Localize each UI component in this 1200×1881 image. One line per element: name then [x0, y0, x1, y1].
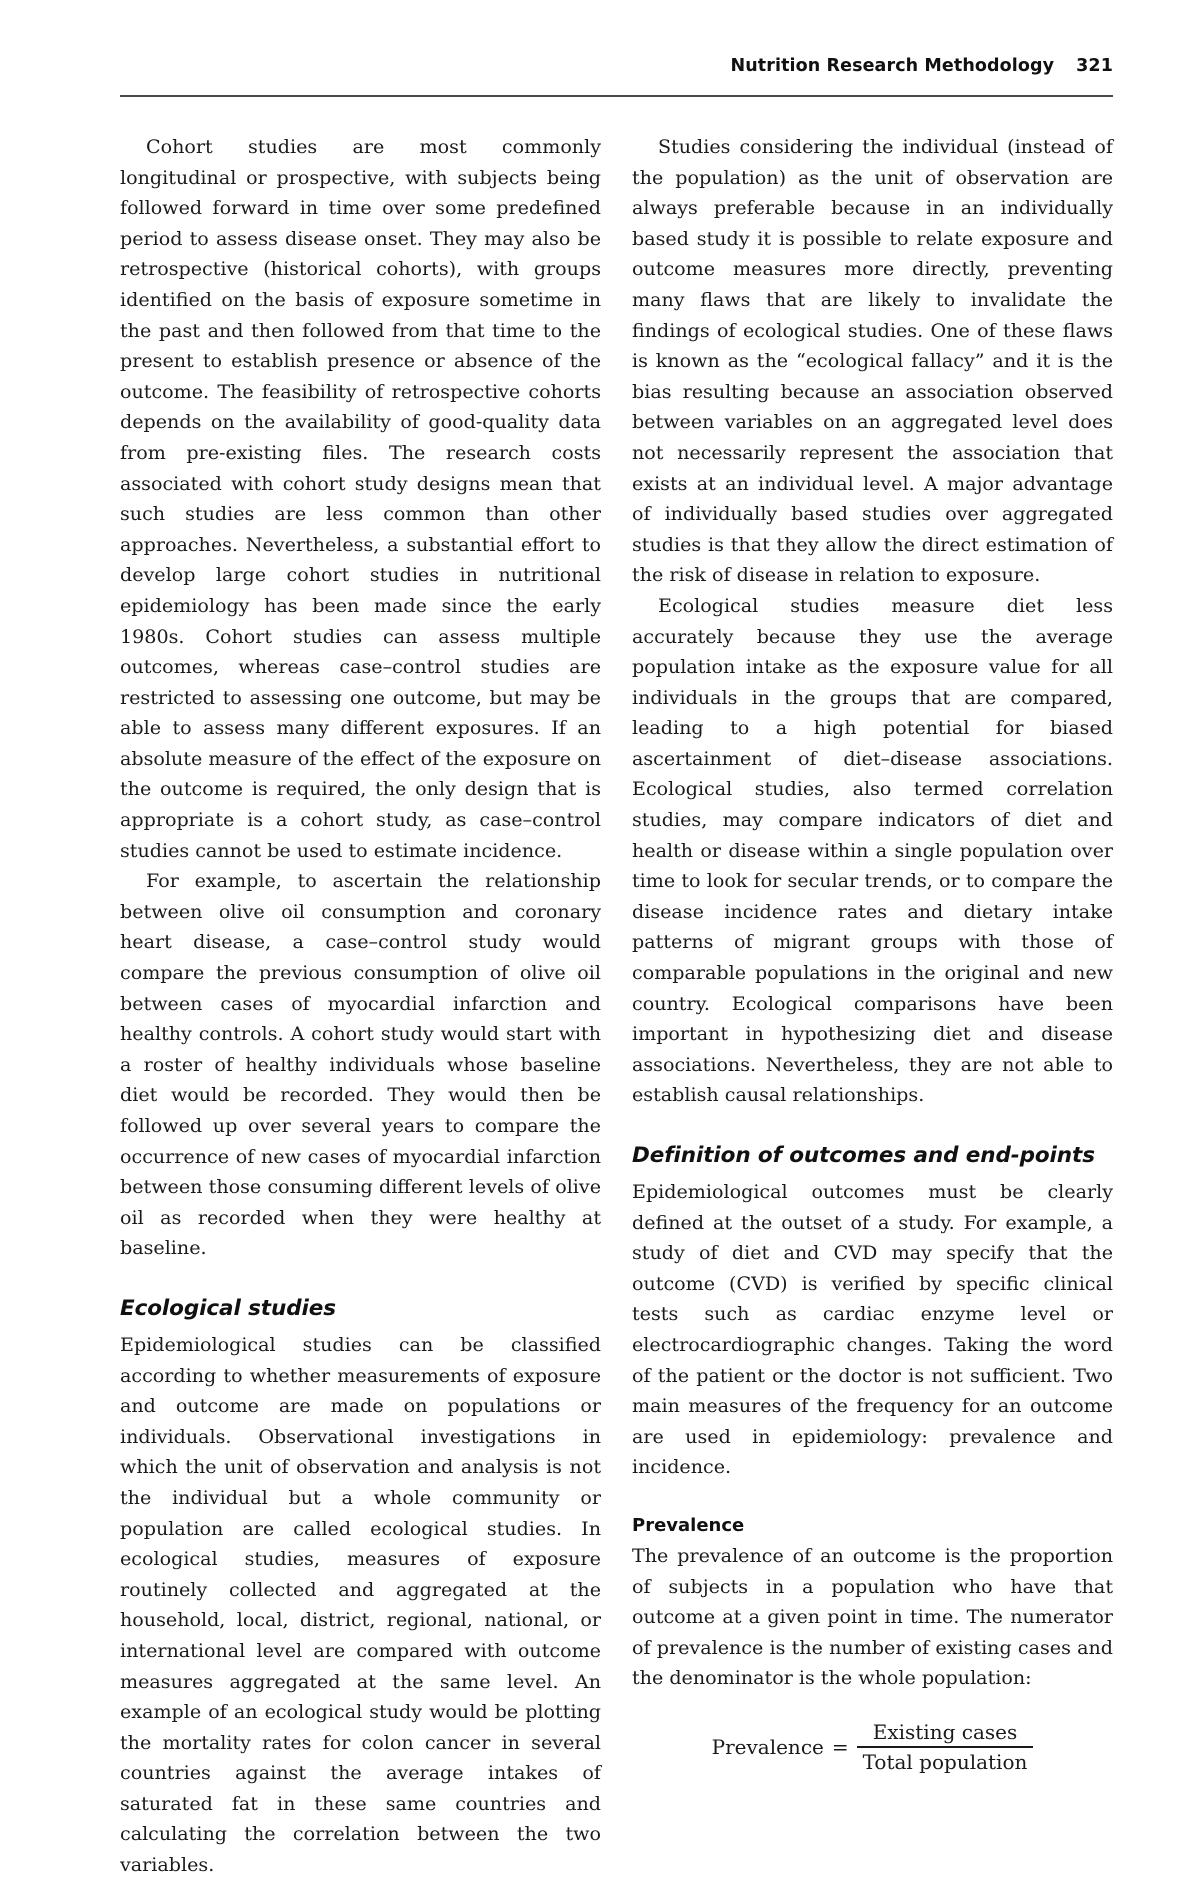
heading-prevalence: Prevalence — [632, 1514, 745, 1536]
equation-left-side: Prevalence — [711, 1734, 824, 1759]
paragraph-olive-oil-example: For example, to ascertain the relationship between olive oil consumption and coronary heart disease, a case–control study would compare the previous consumption of olive oil between cases of myocardial infarction and healthy controls. A cohort study would start with a roster of healthy individuals whose baseline diet would be recorded. They would then be followed up over several years to compare the occurrence of new cases of myocardial infarction between those consuming different levels of olive oil as recorded when they were healthy at baseline. — [120, 869, 601, 1260]
header-rule-divider — [120, 95, 1113, 97]
running-head — [120, 56, 1113, 76]
paragraph-individual-unit-of-observation: Studies considering the individual (instead of the population) as the unit of observation are always preferable because in an individually based study it is possible to relate exposure and outcome measures more directly, preventing many flaws that are likely to invalidate the findings of ecological studies. One of these flaws is known as the “ecological fallacy” and it is the bias resulting because an association observed between variables on an aggregated level does not necessarily represent the association that exists at an individual level. A major advantage of individually based studies over aggregated studies is that they allow the direct estimation of the risk of disease in relation to exposure. — [632, 135, 1113, 587]
left-column — [120, 132, 601, 1881]
paragraph-prevalence-definition: The prevalence of an outcome is the proportion of subjects in a population who have that outcome at a given point in time. The numerator of prevalence is the number of existing cases and the denominator is the whole population: — [632, 1543, 1113, 1690]
running-head-title: Nutrition Research Methodology — [730, 56, 1055, 76]
equation-fraction — [857, 1720, 1034, 1774]
page-number: 321 — [1076, 56, 1113, 76]
heading-definition-of-outcomes: Definition of outcomes and end-points — [632, 1143, 1095, 1168]
equation-denominator: Total population — [862, 1749, 1028, 1774]
paragraph-ecological-classification: Epidemiological studies can be classified according to whether measurements of exposure and outcome are made on populations or individuals. Observational investigations in which the unit of observation and analysis is not the individual but a whole community or population are called ecological studies. In ecological studies, measures of exposure routinely collected and aggregated at the household, local, district, regional, national, or international level are compared with outcome measures aggregated at the same level. An example of an ecological study would be plotting the mortality rates for colon cancer in several countries against the average intakes of saturated fat in these same countries and calculating the correlation between the two variables. — [120, 1332, 601, 1877]
right-column — [632, 132, 1113, 1881]
paragraph-cohort-studies: Cohort studies are most commonly longitudinal or prospective, with subjects being followed forward in time over some predefined period to assess disease onset. They may also be retrospective (historical cohorts), with groups identified on the basis of exposure sometime in the past and then followed from that time to the present to establish presence or absence of the outcome. The feasibility of retrospective cohorts depends on the availability of good-quality data from pre-existing files. The research costs associated with cohort study designs mean that such studies are less common than other approaches. Nevertheless, a substantial effort to develop large cohort studies in nutritional epidemiology has been made since the early 1980s. Cohort studies can assess multiple outcomes, whereas case–control studies are restricted to assessing one outcome, but may be able to assess many different exposures. If an absolute measure of the effect of the exposure on the outcome is required, the only design that is appropriate is a cohort study, as case–control studies cannot be used to estimate incidence. — [120, 135, 601, 862]
equation-equals-sign: = — [831, 1734, 849, 1759]
paragraph-epidemiological-outcomes: Epidemiological outcomes must be clearly defined at the outset of a study. For example, a study of diet and CVD may specify that the outcome (CVD) is verified by specific clinical tests such as cardiac enzyme level or electrocardiographic changes. Taking the word of the patient or the doctor is not sufficient. Two main measures of the frequency for an outcome are used in epidemiology: prevalence and incidence. — [632, 1180, 1113, 1479]
equation-numerator: Existing cases — [872, 1719, 1018, 1744]
heading-ecological-studies: Ecological studies — [120, 1295, 336, 1321]
prevalence-equation — [632, 1720, 1113, 1774]
paragraph-ecological-measurement: Ecological studies measure diet less accurately because they use the average population intake as the exposure value for all individuals in the groups that are compared, leading to a high potential for biased ascertainment of diet–disease associations. Ecological studies, also termed correlation studies, may compare indicators of diet and health or disease within a single population over time to look for secular trends, or to compare the disease incidence rates and dietary intake patterns of migrant groups with those of comparable populations in the original and new country. Ecological comparisons have been important in hypothesizing diet and disease associations. Nevertheless, they are not able to establish causal relationships. — [632, 593, 1113, 1107]
two-column-body — [120, 132, 1113, 1881]
